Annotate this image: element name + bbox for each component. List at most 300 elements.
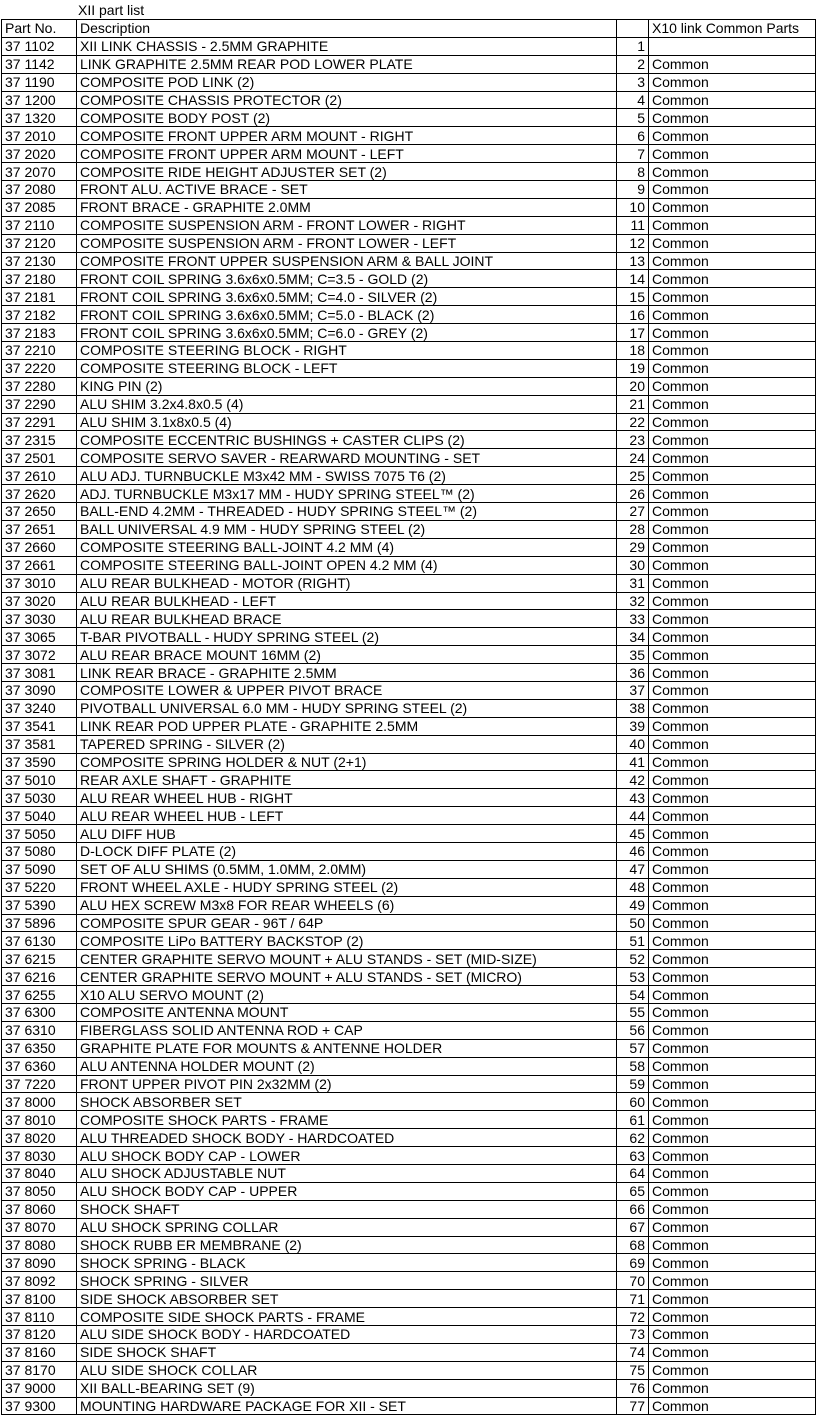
cell-part-no: 37 6360	[2, 1057, 77, 1075]
cell-part-no: 37 3541	[2, 717, 77, 735]
cell-common: Common	[649, 1290, 816, 1308]
cell-common: Common	[649, 1003, 816, 1021]
cell-common: Common	[649, 55, 816, 73]
cell-common: Common	[649, 950, 816, 968]
cell-part-no: 37 6215	[2, 950, 77, 968]
table-row	[2, 592, 816, 610]
cell-part-no: 37 8170	[2, 1361, 77, 1379]
cell-part-no: 37 8010	[2, 1111, 77, 1129]
cell-common: Common	[649, 449, 816, 467]
table-row	[2, 610, 816, 628]
cell-part-no: 37 5050	[2, 825, 77, 843]
cell-description: ALU SHOCK BODY CAP - LOWER	[77, 1147, 617, 1165]
table-row	[2, 181, 816, 199]
table-row	[2, 485, 816, 503]
table-row	[2, 91, 816, 109]
cell-common: Common	[649, 270, 816, 288]
cell-common: Common	[649, 109, 816, 127]
cell-part-no: 37 3581	[2, 735, 77, 753]
cell-part-no: 37 3590	[2, 753, 77, 771]
cell-part-no: 37 2130	[2, 252, 77, 270]
cell-common: Common	[649, 807, 816, 825]
table-row	[2, 753, 816, 771]
cell-part-no: 37 1200	[2, 91, 77, 109]
cell-part-no: 37 8160	[2, 1343, 77, 1361]
table-row	[2, 1147, 816, 1165]
cell-number: 51	[617, 932, 649, 950]
cell-number: 44	[617, 807, 649, 825]
cell-common: Common	[649, 825, 816, 843]
cell-number: 24	[617, 449, 649, 467]
cell-common: Common	[649, 1326, 816, 1344]
table-row	[2, 449, 816, 467]
cell-part-no: 37 9000	[2, 1379, 77, 1397]
cell-part-no: 37 8030	[2, 1147, 77, 1165]
cell-description: ALU ADJ. TURNBUCKLE M3x42 MM - SWISS 7075 T6 (2)	[77, 467, 617, 485]
cell-number: 17	[617, 324, 649, 342]
cell-number: 28	[617, 520, 649, 538]
table-row	[2, 1290, 816, 1308]
cell-description: COMPOSITE RIDE HEIGHT ADJUSTER SET (2)	[77, 163, 617, 181]
header-description: Description	[77, 20, 617, 38]
cell-part-no: 37 3240	[2, 699, 77, 717]
cell-part-no: 37 2650	[2, 503, 77, 521]
cell-number: 54	[617, 986, 649, 1004]
cell-common: Common	[649, 1343, 816, 1361]
table-row	[2, 1093, 816, 1111]
cell-number: 15	[617, 288, 649, 306]
cell-part-no: 37 2110	[2, 216, 77, 234]
cell-description: ALU HEX SCREW M3x8 FOR REAR WHEELS (6)	[77, 896, 617, 914]
cell-common: Common	[649, 646, 816, 664]
cell-part-no: 37 8080	[2, 1236, 77, 1254]
table-row	[2, 1343, 816, 1361]
cell-number: 59	[617, 1075, 649, 1093]
cell-part-no: 37 9300	[2, 1397, 77, 1415]
cell-description: COMPOSITE POD LINK (2)	[77, 73, 617, 91]
table-row	[2, 324, 816, 342]
cell-common: Common	[649, 1075, 816, 1093]
cell-common: Common	[649, 1165, 816, 1183]
table-row	[2, 968, 816, 986]
cell-common: Common	[649, 878, 816, 896]
cell-common: Common	[649, 771, 816, 789]
cell-number: 23	[617, 431, 649, 449]
cell-common: Common	[649, 127, 816, 145]
cell-description: GRAPHITE PLATE FOR MOUNTS & ANTENNE HOLDER	[77, 1039, 617, 1057]
cell-number: 68	[617, 1236, 649, 1254]
cell-description: SHOCK SPRING - SILVER	[77, 1272, 617, 1290]
cell-part-no: 37 5390	[2, 896, 77, 914]
cell-number: 6	[617, 127, 649, 145]
cell-part-no: 37 8000	[2, 1093, 77, 1111]
cell-number: 52	[617, 950, 649, 968]
table-row	[2, 1361, 816, 1379]
table-row	[2, 1272, 816, 1290]
cell-description: FRONT COIL SPRING 3.6x6x0.5MM; C=6.0 - GREY (2)	[77, 324, 617, 342]
cell-description: KING PIN (2)	[77, 377, 617, 395]
cell-common: Common	[649, 628, 816, 646]
cell-description: COMPOSITE FRONT UPPER SUSPENSION ARM & BALL JOINT	[77, 252, 617, 270]
cell-number: 21	[617, 395, 649, 413]
cell-common: Common	[649, 1182, 816, 1200]
cell-description: COMPOSITE STEERING BLOCK - RIGHT	[77, 342, 617, 360]
cell-description: LINK GRAPHITE 2.5MM REAR POD LOWER PLATE	[77, 55, 617, 73]
cell-part-no: 37 3090	[2, 681, 77, 699]
cell-number: 50	[617, 914, 649, 932]
cell-common: Common	[649, 377, 816, 395]
cell-number: 12	[617, 234, 649, 252]
cell-number: 48	[617, 878, 649, 896]
table-row	[2, 163, 816, 181]
table-row	[2, 538, 816, 556]
cell-description: ALU REAR WHEEL HUB - RIGHT	[77, 789, 617, 807]
cell-number: 10	[617, 198, 649, 216]
cell-common: Common	[649, 1111, 816, 1129]
cell-description: SHOCK ABSORBER SET	[77, 1093, 617, 1111]
cell-common: Common	[649, 252, 816, 270]
cell-number: 39	[617, 717, 649, 735]
cell-description: COMPOSITE SUSPENSION ARM - FRONT LOWER - RIGHT	[77, 216, 617, 234]
cell-common: Common	[649, 896, 816, 914]
cell-number: 74	[617, 1343, 649, 1361]
table-row	[2, 467, 816, 485]
cell-part-no: 37 2070	[2, 163, 77, 181]
cell-common: Common	[649, 216, 816, 234]
cell-description: FRONT BRACE - GRAPHITE 2.0MM	[77, 198, 617, 216]
cell-description: SHOCK RUBB ER MEMBRANE (2)	[77, 1236, 617, 1254]
table-row	[2, 771, 816, 789]
table-row	[2, 1308, 816, 1326]
cell-number: 26	[617, 485, 649, 503]
cell-common: Common	[649, 1147, 816, 1165]
header-part-no: Part No.	[2, 20, 77, 38]
cell-description: COMPOSITE LOWER & UPPER PIVOT BRACE	[77, 681, 617, 699]
cell-common: Common	[649, 306, 816, 324]
cell-part-no: 37 2080	[2, 181, 77, 199]
cell-part-no: 37 3020	[2, 592, 77, 610]
cell-common: Common	[649, 681, 816, 699]
table-row	[2, 1218, 816, 1236]
cell-part-no: 37 2280	[2, 377, 77, 395]
cell-description: COMPOSITE FRONT UPPER ARM MOUNT - LEFT	[77, 145, 617, 163]
cell-number: 58	[617, 1057, 649, 1075]
cell-common: Common	[649, 538, 816, 556]
cell-number: 63	[617, 1147, 649, 1165]
cell-description: ADJ. TURNBUCKLE M3x17 MM - HUDY SPRING STEEL™ (2)	[77, 485, 617, 503]
cell-description: FRONT ALU. ACTIVE BRACE - SET	[77, 181, 617, 199]
cell-description: FRONT WHEEL AXLE - HUDY SPRING STEEL (2)	[77, 878, 617, 896]
cell-description: FRONT COIL SPRING 3.6x6x0.5MM; C=3.5 - GOLD (2)	[77, 270, 617, 288]
cell-part-no: 37 2661	[2, 556, 77, 574]
table-row	[2, 1165, 816, 1183]
cell-common: Common	[649, 932, 816, 950]
cell-common: Common	[649, 1272, 816, 1290]
cell-number: 61	[617, 1111, 649, 1129]
cell-part-no: 37 8040	[2, 1165, 77, 1183]
cell-common: Common	[649, 1021, 816, 1039]
cell-common: Common	[649, 359, 816, 377]
cell-description: LINK REAR BRACE - GRAPHITE 2.5MM	[77, 664, 617, 682]
cell-part-no: 37 2290	[2, 395, 77, 413]
table-row	[2, 986, 816, 1004]
table-row	[2, 55, 816, 73]
cell-part-no: 37 3072	[2, 646, 77, 664]
cell-common: Common	[649, 73, 816, 91]
cell-description: COMPOSITE SPRING HOLDER & NUT (2+1)	[77, 753, 617, 771]
cell-description: D-LOCK DIFF PLATE (2)	[77, 842, 617, 860]
cell-description: X10 ALU SERVO MOUNT (2)	[77, 986, 617, 1004]
cell-part-no: 37 2180	[2, 270, 77, 288]
cell-description: FRONT COIL SPRING 3.6x6x0.5MM; C=5.0 - BLACK (2)	[77, 306, 617, 324]
cell-number: 41	[617, 753, 649, 771]
table-row	[2, 825, 816, 843]
cell-number: 49	[617, 896, 649, 914]
cell-number: 57	[617, 1039, 649, 1057]
cell-part-no: 37 6350	[2, 1039, 77, 1057]
cell-number: 66	[617, 1200, 649, 1218]
cell-number: 25	[617, 467, 649, 485]
cell-description: FRONT COIL SPRING 3.6x6x0.5MM; C=4.0 - SILVER (2)	[77, 288, 617, 306]
table-row	[2, 664, 816, 682]
cell-common: Common	[649, 1039, 816, 1057]
table-row	[2, 681, 816, 699]
cell-part-no: 37 8050	[2, 1182, 77, 1200]
cell-number: 31	[617, 574, 649, 592]
cell-description: COMPOSITE SUSPENSION ARM - FRONT LOWER - LEFT	[77, 234, 617, 252]
cell-part-no: 37 2020	[2, 145, 77, 163]
table-row	[2, 306, 816, 324]
cell-common: Common	[649, 753, 816, 771]
cell-description: ALU REAR BRACE MOUNT 16MM (2)	[77, 646, 617, 664]
cell-number: 20	[617, 377, 649, 395]
cell-part-no: 37 8020	[2, 1129, 77, 1147]
cell-common: Common	[649, 842, 816, 860]
cell-number: 33	[617, 610, 649, 628]
cell-number: 37	[617, 681, 649, 699]
table-row	[2, 717, 816, 735]
cell-description: ALU SHOCK BODY CAP - UPPER	[77, 1182, 617, 1200]
cell-description: ALU SIDE SHOCK COLLAR	[77, 1361, 617, 1379]
cell-description: LINK REAR POD UPPER PLATE - GRAPHITE 2.5MM	[77, 717, 617, 735]
table-row	[2, 377, 816, 395]
cell-number: 65	[617, 1182, 649, 1200]
cell-description: COMPOSITE SHOCK PARTS - FRAME	[77, 1111, 617, 1129]
table-row	[2, 73, 816, 91]
table-row	[2, 574, 816, 592]
table-row	[2, 1182, 816, 1200]
table-row	[2, 860, 816, 878]
cell-part-no: 37 5010	[2, 771, 77, 789]
cell-common: Common	[649, 699, 816, 717]
table-row	[2, 1236, 816, 1254]
cell-part-no: 37 2120	[2, 234, 77, 252]
cell-number: 72	[617, 1308, 649, 1326]
cell-number: 62	[617, 1129, 649, 1147]
table-row	[2, 252, 816, 270]
cell-description: COMPOSITE ECCENTRIC BUSHINGS + CASTER CLIPS (2)	[77, 431, 617, 449]
cell-common: Common	[649, 1308, 816, 1326]
cell-part-no: 37 5090	[2, 860, 77, 878]
table-row	[2, 1021, 816, 1039]
cell-description: ALU REAR BULKHEAD - MOTOR (RIGHT)	[77, 574, 617, 592]
table-row	[2, 1397, 816, 1415]
cell-part-no: 37 5220	[2, 878, 77, 896]
header-number	[617, 20, 649, 38]
table-row	[2, 37, 816, 55]
cell-common: Common	[649, 485, 816, 503]
cell-common: Common	[649, 789, 816, 807]
table-row	[2, 359, 816, 377]
cell-common: Common	[649, 1218, 816, 1236]
table-header-row	[2, 20, 816, 38]
table-body	[2, 37, 816, 1415]
cell-number: 36	[617, 664, 649, 682]
cell-description: MOUNTING HARDWARE PACKAGE FOR XII - SET	[77, 1397, 617, 1415]
cell-number: 5	[617, 109, 649, 127]
cell-number: 55	[617, 1003, 649, 1021]
table-row	[2, 1003, 816, 1021]
cell-part-no: 37 6130	[2, 932, 77, 950]
cell-part-no: 37 5030	[2, 789, 77, 807]
cell-part-no: 37 5080	[2, 842, 77, 860]
cell-number: 56	[617, 1021, 649, 1039]
cell-description: T-BAR PIVOTBALL - HUDY SPRING STEEL (2)	[77, 628, 617, 646]
table-row	[2, 413, 816, 431]
cell-description: SIDE SHOCK SHAFT	[77, 1343, 617, 1361]
cell-description: ALU REAR WHEEL HUB - LEFT	[77, 807, 617, 825]
table-row	[2, 395, 816, 413]
cell-part-no: 37 8120	[2, 1326, 77, 1344]
cell-description: TAPERED SPRING - SILVER (2)	[77, 735, 617, 753]
cell-number: 3	[617, 73, 649, 91]
cell-description: COMPOSITE SPUR GEAR - 96T / 64P	[77, 914, 617, 932]
cell-part-no: 37 6255	[2, 986, 77, 1004]
cell-number: 7	[617, 145, 649, 163]
cell-part-no: 37 2651	[2, 520, 77, 538]
cell-part-no: 37 1142	[2, 55, 77, 73]
cell-description: COMPOSITE STEERING BLOCK - LEFT	[77, 359, 617, 377]
table-row	[2, 735, 816, 753]
cell-part-no: 37 2010	[2, 127, 77, 145]
table-row	[2, 950, 816, 968]
cell-number: 11	[617, 216, 649, 234]
cell-part-no: 37 5040	[2, 807, 77, 825]
cell-common: Common	[649, 181, 816, 199]
cell-number: 8	[617, 163, 649, 181]
cell-description: ALU REAR BULKHEAD - LEFT	[77, 592, 617, 610]
cell-part-no: 37 2610	[2, 467, 77, 485]
cell-common: Common	[649, 968, 816, 986]
cell-number: 60	[617, 1093, 649, 1111]
table-row	[2, 789, 816, 807]
cell-common: Common	[649, 717, 816, 735]
table-row	[2, 342, 816, 360]
table-row	[2, 216, 816, 234]
cell-description: SET OF ALU SHIMS (0.5MM, 1.0MM, 2.0MM)	[77, 860, 617, 878]
cell-common: Common	[649, 288, 816, 306]
cell-description: COMPOSITE STEERING BALL-JOINT 4.2 MM (4)	[77, 538, 617, 556]
cell-description: SHOCK SPRING - BLACK	[77, 1254, 617, 1272]
cell-description: COMPOSITE FRONT UPPER ARM MOUNT - RIGHT	[77, 127, 617, 145]
cell-number: 45	[617, 825, 649, 843]
cell-part-no: 37 2660	[2, 538, 77, 556]
table-row	[2, 842, 816, 860]
cell-number: 1	[617, 37, 649, 55]
table-row	[2, 1057, 816, 1075]
cell-number: 14	[617, 270, 649, 288]
cell-number: 73	[617, 1326, 649, 1344]
cell-number: 18	[617, 342, 649, 360]
header-common-parts: X10 link Common Parts	[649, 20, 816, 38]
cell-description: COMPOSITE ANTENNA MOUNT	[77, 1003, 617, 1021]
parts-table	[1, 19, 816, 1415]
cell-description: REAR AXLE SHAFT - GRAPHITE	[77, 771, 617, 789]
cell-common: Common	[649, 1129, 816, 1147]
cell-part-no: 37 2220	[2, 359, 77, 377]
table-row	[2, 807, 816, 825]
cell-number: 76	[617, 1379, 649, 1397]
cell-common: Common	[649, 1200, 816, 1218]
cell-common: Common	[649, 735, 816, 753]
table-row	[2, 896, 816, 914]
table-row	[2, 1326, 816, 1344]
cell-part-no: 37 8070	[2, 1218, 77, 1236]
cell-description: SHOCK SHAFT	[77, 1200, 617, 1218]
cell-part-no: 37 2210	[2, 342, 77, 360]
cell-common	[649, 37, 816, 55]
cell-description: COMPOSITE SERVO SAVER - REARWARD MOUNTING - SET	[77, 449, 617, 467]
cell-description: XII BALL-BEARING SET (9)	[77, 1379, 617, 1397]
table-row	[2, 234, 816, 252]
cell-common: Common	[649, 91, 816, 109]
cell-description: ALU ANTENNA HOLDER MOUNT (2)	[77, 1057, 617, 1075]
cell-description: BALL-END 4.2MM - THREADED - HUDY SPRING STEEL™ (2)	[77, 503, 617, 521]
cell-number: 2	[617, 55, 649, 73]
cell-part-no: 37 1320	[2, 109, 77, 127]
cell-number: 47	[617, 860, 649, 878]
cell-part-no: 37 3030	[2, 610, 77, 628]
cell-part-no: 37 2315	[2, 431, 77, 449]
cell-common: Common	[649, 395, 816, 413]
cell-description: ALU SHIM 3.2x4.8x0.5 (4)	[77, 395, 617, 413]
table-row	[2, 1111, 816, 1129]
table-row	[2, 431, 816, 449]
cell-part-no: 37 2085	[2, 198, 77, 216]
cell-common: Common	[649, 431, 816, 449]
cell-number: 29	[617, 538, 649, 556]
cell-description: FIBERGLASS SOLID ANTENNA ROD + CAP	[77, 1021, 617, 1039]
cell-common: Common	[649, 467, 816, 485]
cell-number: 34	[617, 628, 649, 646]
cell-description: COMPOSITE CHASSIS PROTECTOR (2)	[77, 91, 617, 109]
cell-common: Common	[649, 198, 816, 216]
cell-description: ALU SHOCK ADJUSTABLE NUT	[77, 1165, 617, 1183]
table-row	[2, 556, 816, 574]
cell-part-no: 37 2501	[2, 449, 77, 467]
cell-number: 75	[617, 1361, 649, 1379]
cell-part-no: 37 8092	[2, 1272, 77, 1290]
cell-common: Common	[649, 520, 816, 538]
cell-part-no: 37 8060	[2, 1200, 77, 1218]
cell-common: Common	[649, 592, 816, 610]
table-row	[2, 628, 816, 646]
cell-number: 19	[617, 359, 649, 377]
table-row	[2, 503, 816, 521]
cell-part-no: 37 6310	[2, 1021, 77, 1039]
cell-common: Common	[649, 234, 816, 252]
cell-description: CENTER GRAPHITE SERVO MOUNT + ALU STANDS - SET (MID-SIZE)	[77, 950, 617, 968]
